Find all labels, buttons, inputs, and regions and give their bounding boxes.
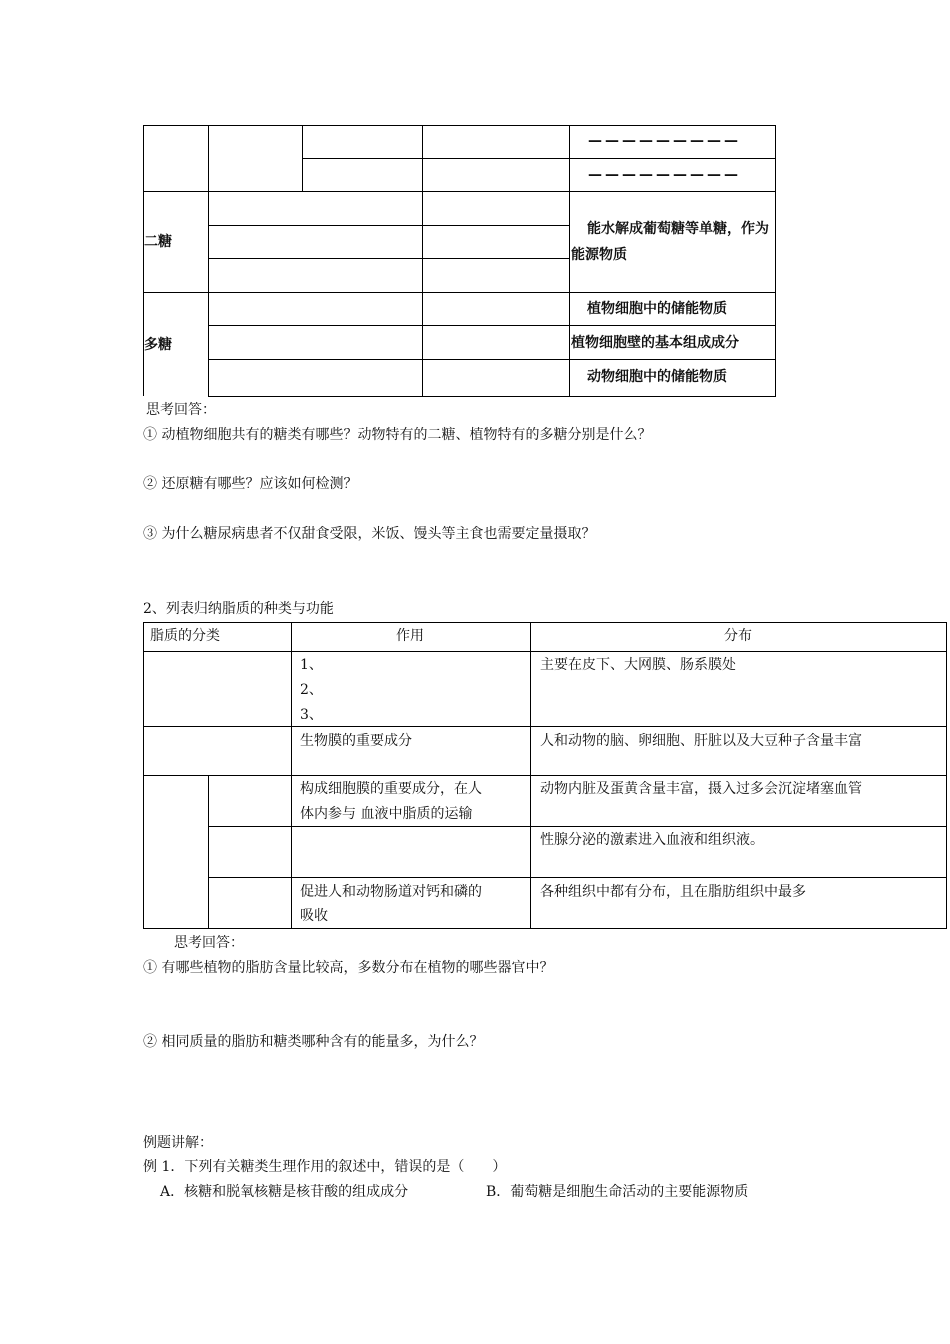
fat-distribution: 主要在皮下、大网膜、肠系膜处: [540, 657, 736, 673]
think1-question-2: ② 还原糖有哪些？应该如何检测？: [143, 476, 358, 492]
vitamin-d-distribution: 各种组织中都有分布，且在脂肪组织中最多: [540, 884, 806, 900]
think1-question-3: ③ 为什么糖尿病患者不仅甜食受限，米饭、馒头等主食也需要定量摄取？: [143, 526, 596, 542]
think1-title: 思考回答：: [146, 402, 216, 418]
example-option-b: B．葡萄糖是细胞生命活动的主要能源物质: [486, 1184, 749, 1200]
fat-function-1: 1、: [300, 657, 323, 673]
cholesterol-function-line1: 构成细胞膜的重要成分，在人: [300, 781, 482, 797]
phospholipid-function: 生物膜的重要成分: [300, 733, 412, 749]
vitamin-d-function-line1: 促进人和动物肠道对钙和磷的: [300, 884, 482, 900]
polysaccharide-function-3: 动物细胞中的储能物质: [587, 369, 727, 385]
disaccharide-label: 二糖: [144, 234, 172, 250]
think2-title: 思考回答：: [174, 935, 244, 951]
polysaccharide-function-1: 植物细胞中的储能物质: [587, 301, 727, 317]
example-option-a: A．核糖和脱氧核糖是核苷酸的组成成分: [160, 1184, 409, 1200]
lipid-header-category: 脂质的分类: [150, 628, 220, 644]
lipid-header-distribution: 分布: [724, 628, 752, 644]
think2-question-2: ② 相同质量的脂肪和糖类哪种含有的能量多，为什么？: [143, 1034, 484, 1050]
phospholipid-distribution: 人和动物的脑、卵细胞、肝脏以及大豆种子含量丰富: [540, 733, 862, 749]
example-question-1: 例 1．下列有关糖类生理作用的叙述中，错误的是（ ）: [143, 1159, 507, 1175]
think2-question-1: ① 有哪些植物的脂肪含量比较高，多数分布在植物的哪些器官中？: [143, 960, 554, 976]
sex-hormone-distribution: 性腺分泌的激素进入血液和组织液。: [540, 832, 764, 848]
polysaccharide-label: 多糖: [144, 337, 172, 353]
section2-title: 2、列表归纳脂质的种类与功能: [143, 601, 334, 617]
dash-placeholder-1: —————————: [588, 133, 741, 149]
fat-function-3: 3、: [300, 707, 323, 723]
example-title: 例题讲解：: [143, 1135, 213, 1151]
polysaccharide-function-2: 植物细胞壁的基本组成成分: [571, 335, 739, 351]
think1-question-1: ① 动植物细胞共有的糖类有哪些？动物特有的二糖、植物特有的多糖分别是什么？: [143, 427, 652, 443]
vitamin-d-function-line2: 吸收: [300, 908, 328, 924]
cholesterol-distribution: 动物内脏及蛋黄含量丰富，摄入过多会沉淀堵塞血管: [540, 781, 862, 797]
fat-function-2: 2、: [300, 682, 323, 698]
cholesterol-function-line2: 体内参与 血液中脂质的运输: [300, 806, 473, 822]
dash-placeholder-2: —————————: [588, 167, 741, 183]
disaccharide-function: 能水解成葡萄糖等单糖，作为能源物质: [571, 221, 769, 263]
lipid-header-function: 作用: [396, 628, 424, 644]
